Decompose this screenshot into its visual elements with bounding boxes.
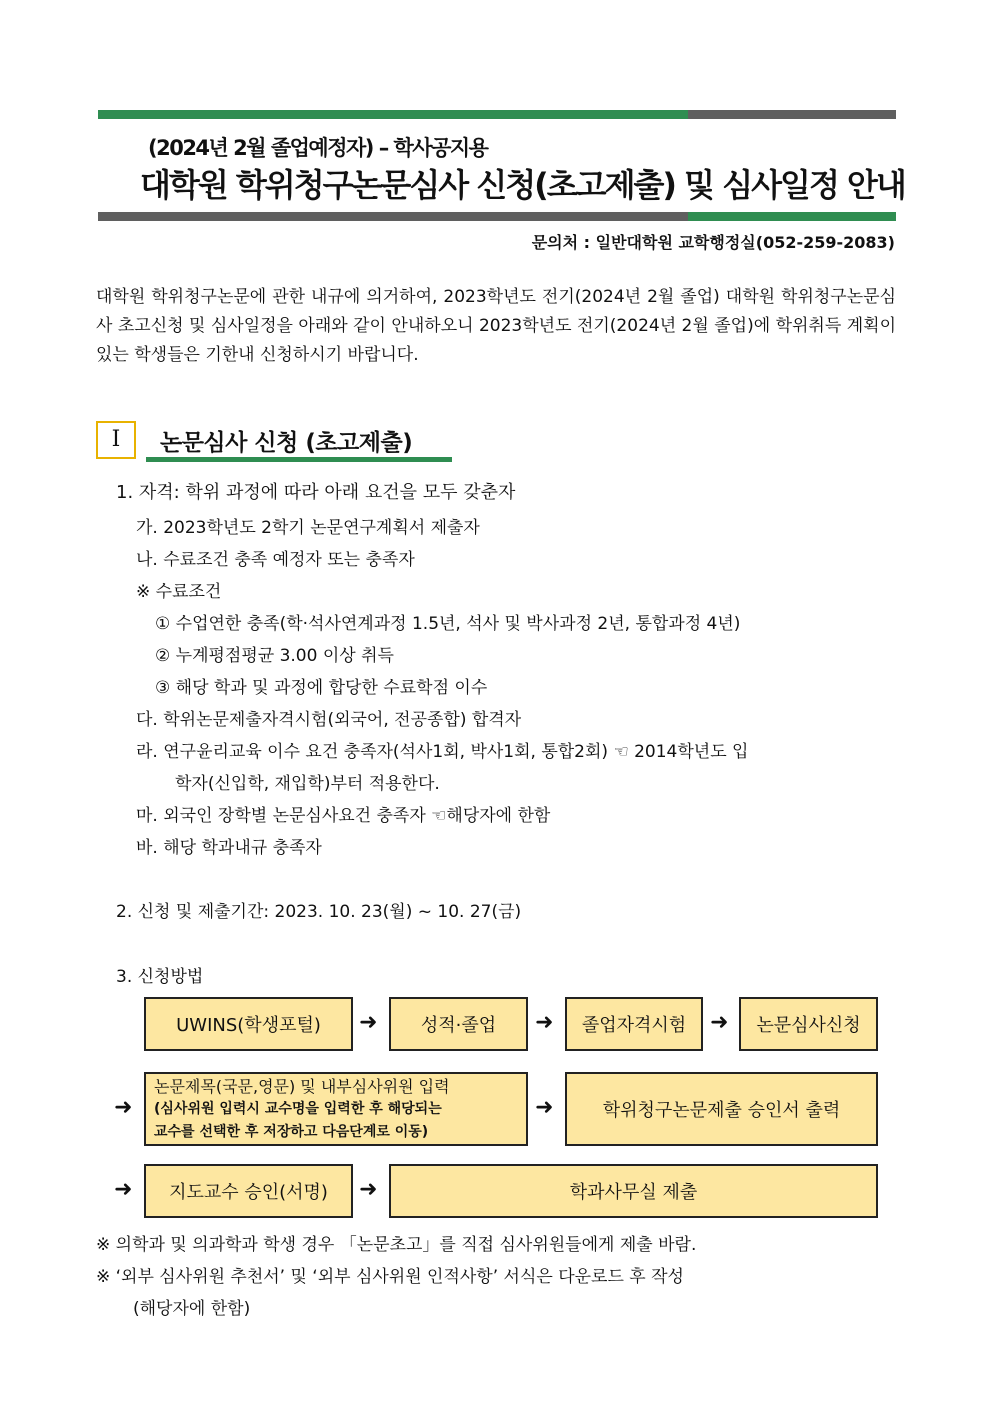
step-thesis-apply: 논문심사신청 <box>739 997 878 1051</box>
item1-e2: 학자(신입학, 재입학)부터 적용한다. <box>175 774 440 794</box>
bottom-gray-bar <box>98 212 688 221</box>
arrow-right-icon: ➜ <box>114 1177 133 1202</box>
item1-a: 가. 2023학년도 2학기 논문연구계획서 제출자 <box>136 518 480 538</box>
note-medical: ※ 의학과 및 의과학과 학생 경우 「논문초고」를 직접 심사위원들에게 제출 바람. <box>96 1235 697 1255</box>
arrow-right-icon: ➜ <box>535 1010 554 1035</box>
item1-e1: 라. 연구윤리교육 이수 요건 충족자(석사1회, 박사1회, 통합2회) ☜ 2014학년도 입 <box>136 742 749 762</box>
arrow-right-icon: ➜ <box>359 1010 378 1035</box>
item1-d: 다. 학위논문제출자격시험(외국어, 전공종합) 합격자 <box>136 710 522 730</box>
step-advisor-approval: 지도교수 승인(서명) <box>144 1164 353 1218</box>
section-underline <box>146 457 452 462</box>
note-external-reviewer: ※ ‘외부 심사위원 추천서’ 및 ‘외부 심사위원 인적사항’ 서식은 다운로드 후 작성 <box>96 1267 684 1287</box>
item1-note: ※ 수료조건 <box>136 582 222 602</box>
item1-b: 나. 수료조건 충족 예정자 또는 충족자 <box>136 550 415 570</box>
intro-paragraph: 대학원 학위청구논문에 관한 내규에 의거하여, 2023학년도 전기(2024년 2월 졸업) 대학원 학위청구논문심사 초고신청 및 심사일정을 아래와 같이 안내하오니 2023학년도 전기(2024년 2월 졸업)에 학위취득 계획이 있는 학생들은 기한내 신청하시기 바랍니다. <box>96 287 896 365</box>
contact-info: 문의처 : 일반대학원 교학행정실(052-259-2083) <box>531 233 895 252</box>
item3-heading: 3. 신청방법 <box>116 967 204 987</box>
item1-g: 바. 해당 학과내규 충족자 <box>136 838 322 858</box>
step-uwins: UWINS(학생포털) <box>144 997 353 1051</box>
step-grades: 성적·졸업 <box>389 997 528 1051</box>
item1-c2: ② 누계평점평균 3.00 이상 취득 <box>155 646 394 666</box>
item1-c1: ① 수업연한 충족(학·석사연계과정 1.5년, 석사 및 박사과정 2년, 통합과정 4년) <box>155 614 741 634</box>
top-gray-bar <box>688 110 896 119</box>
item1-c3: ③ 해당 학과 및 과정에 합당한 수료학점 이수 <box>155 678 488 698</box>
step-approval-print: 학위청구논문제출 승인서 출력 <box>565 1072 878 1146</box>
notice-subtitle: (2024년 2월 졸업예정자) – 학사공지용 <box>148 136 488 160</box>
item2-period: 2. 신청 및 제출기간: 2023. 10. 23(월) ~ 10. 27(금) <box>116 902 522 922</box>
bottom-green-bar <box>688 212 896 221</box>
step-exam: 졸업자격시험 <box>565 997 703 1051</box>
section-number: I <box>96 421 136 459</box>
top-green-bar <box>98 110 688 119</box>
note-applicable: (해당자에 한함) <box>133 1299 251 1319</box>
step-thesis-title: 논문제목(국문,영문) 및 내부심사위원 입력 (심사위원 입력시 교수명을 입력한 후 해당되는 교수를 선택한 후 저장하고 다음단계로 이동) <box>144 1072 528 1146</box>
item1-heading: 1. 자격: 학위 과정에 따라 아래 요건을 모두 갖춘자 <box>116 482 516 503</box>
arrow-right-icon: ➜ <box>710 1010 729 1035</box>
item1-f: 마. 외국인 장학별 논문심사요건 충족자 ☜해당자에 한함 <box>136 806 551 826</box>
page-title: 대학원 학위청구논문심사 신청(초고제출) 및 심사일정 안내 <box>140 166 905 204</box>
arrow-right-icon: ➜ <box>114 1095 133 1120</box>
arrow-right-icon: ➜ <box>535 1095 554 1120</box>
step-dept-submit: 학과사무실 제출 <box>389 1164 878 1218</box>
arrow-right-icon: ➜ <box>359 1177 378 1202</box>
section-title: 논문심사 신청 (초고제출) <box>160 430 413 456</box>
